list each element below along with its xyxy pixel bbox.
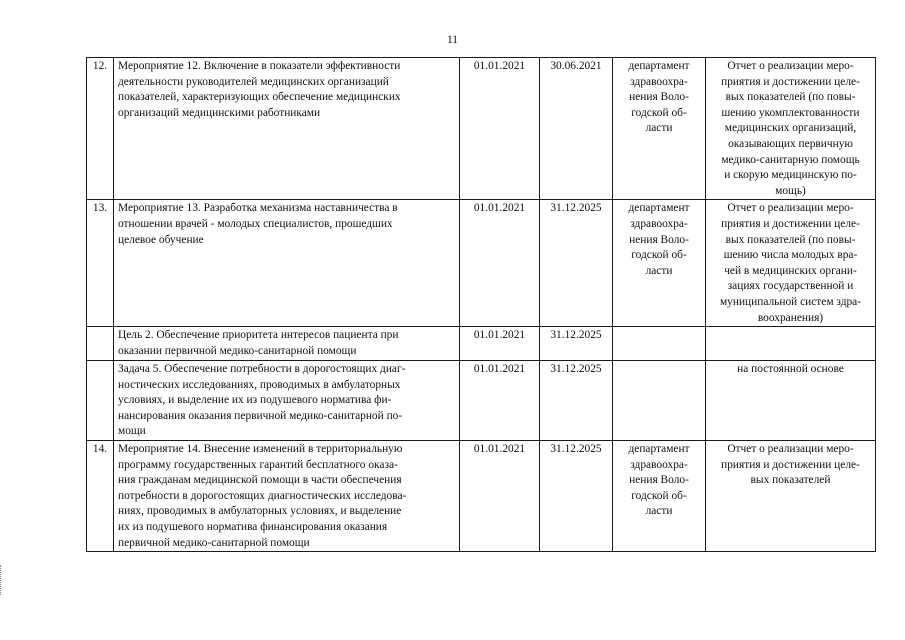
activity-name: Мероприятие 14. Внесение изменений в территориальную программу государственных гарантий бесплатного оказа- ния гражданам медицинской помощи в части обеспечения потребности в дорогостоящих диагностических исследова- ниях, проводимых в амбулаторных условиях, и выделение их из подушевого норматива финансирования оказания первичной медико-санитарной помощи [114,441,460,552]
activity-name: Мероприятие 12. Включение в показатели эффективности деятельности руководителей медицинских организаций показателей, характеризующих обеспечение медицинских организаций медицинскими работниками [114,58,460,200]
end-date: 31.12.2025 [540,361,613,441]
expected-result: Отчет о реализации меро- приятия и достижении целе- вых показателей [706,441,876,552]
expected-result: Отчет о реализации меро- приятия и достижении целе- вых показателей (по повы- шению укомплектованности медицинских организаций, оказывающих первичную медико-санитарную помощь и скорую медицинскую по- мощь) [706,58,876,200]
activities-table [86,57,876,552]
goal-name: Цель 2. Обеспечение приоритета интересов пациента при оказании первичной медико-санитарной помощи [114,327,460,361]
row-number [87,327,114,361]
table-row [87,327,876,361]
end-date: 31.12.2025 [540,200,613,327]
start-date: 01.01.2021 [460,58,540,200]
table-row [87,58,876,200]
table-row [87,441,876,552]
table-row [87,361,876,441]
end-date: 31.12.2025 [540,327,613,361]
table-row [87,200,876,327]
expected-result: Отчет о реализации меро- приятия и достижении целе- вых показателей (по повы- шению числа молодых вра- чей в медицинских органи- зациях государственной и муниципальной систем здра- воохранения) [706,200,876,327]
scan-edge-marks [0,565,4,595]
expected-result: на постоянной основе [706,361,876,441]
executor [613,327,706,361]
end-date: 31.12.2025 [540,441,613,552]
row-number [87,361,114,441]
executor: департамент здравоохра- нения Воло- годской об- ласти [613,58,706,200]
executor: департамент здравоохра- нения Воло- годской об- ласти [613,441,706,552]
start-date: 01.01.2021 [460,441,540,552]
expected-result [706,327,876,361]
row-number: 14. [87,441,114,552]
start-date: 01.01.2021 [460,361,540,441]
row-number: 12. [87,58,114,200]
row-number: 13. [87,200,114,327]
task-name: Задача 5. Обеспечение потребности в дорогостоящих диаг- ностических исследованиях, проводимых в амбулаторных условиях, и выделение их из подушевого норматива фи- нансирования оказания первичной медико-санитарной по- мощи [114,361,460,441]
executor: департамент здравоохра- нения Воло- годской об- ласти [613,200,706,327]
start-date: 01.01.2021 [460,327,540,361]
activity-name: Мероприятие 13. Разработка механизма наставничества в отношении врачей - молодых специалистов, прошедших целевое обучение [114,200,460,327]
start-date: 01.01.2021 [460,200,540,327]
executor [613,361,706,441]
page-number: 11 [446,34,459,46]
end-date: 30.06.2021 [540,58,613,200]
